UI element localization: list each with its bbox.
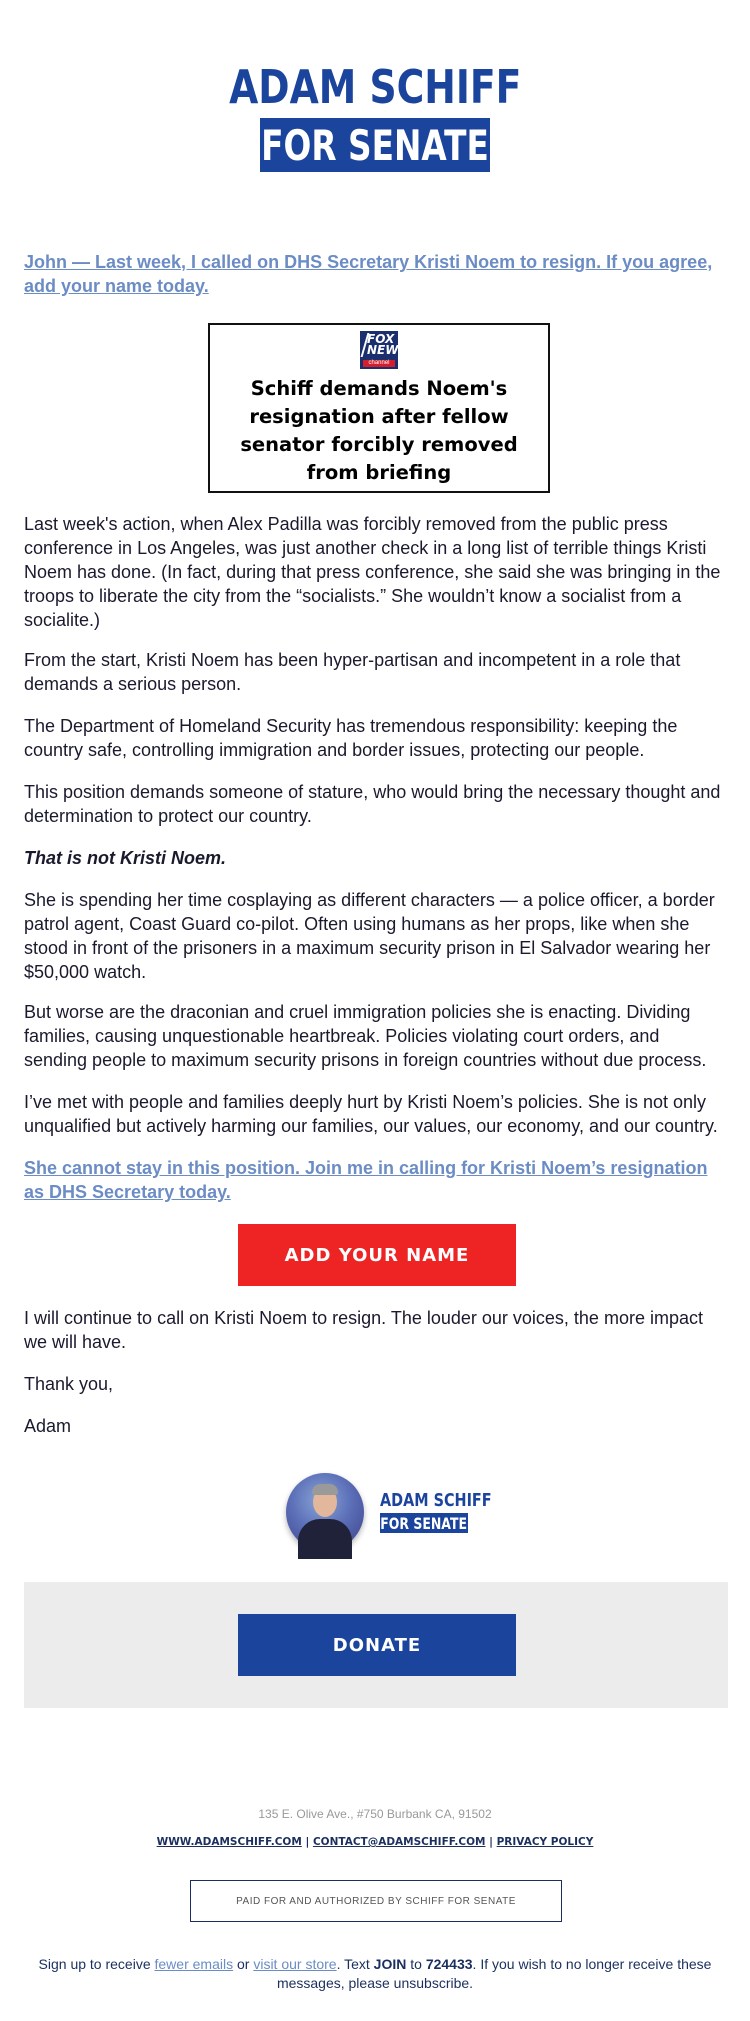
- closing: [24, 1372, 726, 1396]
- link-separator: |: [489, 1836, 493, 1848]
- body-p7: [24, 1000, 726, 1072]
- add-your-name-button[interactable]: ADD YOUR NAME: [238, 1224, 516, 1286]
- footer-address: 135 E. Olive Ave., #750 Burbank CA, 91502: [258, 1807, 492, 1821]
- website-link[interactable]: WWW.ADAMSCHIFF.COM: [156, 1836, 302, 1848]
- text-prefix: . Text: [336, 1956, 374, 1972]
- emphasis-paragraph: That is not Kristi Noem.: [24, 848, 227, 868]
- body-p5: [24, 846, 726, 870]
- logo-banner: [260, 118, 490, 172]
- cta-section: [24, 1156, 726, 1204]
- closing-text: Thank you,: [24, 1374, 114, 1394]
- body-p4: [24, 780, 726, 828]
- visit-store-link[interactable]: visit our store: [253, 1956, 337, 1972]
- lead-link[interactable]: John — Last week, I called on DHS Secretary Kristi Noem to resign. If you agree, add your name today.: [24, 252, 713, 296]
- avatar: [286, 1473, 364, 1551]
- or-text: or: [233, 1956, 254, 1972]
- privacy-policy-link[interactable]: PRIVACY POLICY: [496, 1836, 594, 1848]
- body-p6: [24, 888, 726, 984]
- signature-logo-name: ADAM SCHIFF: [380, 1490, 492, 1511]
- paragraph: Last week's action, when Alex Padilla was forcibly removed from the public press conference in Los Angeles, was just another check in a long list of terrible things Kristi Noem has done. (In fact, during that press conference, she said she was bringing in the troops to liberate the city from the “socialists.” She wouldn’t know a socialist from a socialite.): [24, 514, 721, 630]
- signature-logo-subtitle: FOR SENATE: [380, 1513, 468, 1533]
- paragraph: I will continue to call on Kristi Noem to resign. The louder our voices, the more impact we will have.: [24, 1308, 703, 1352]
- logo-name: ADAM SCHIFF: [228, 60, 522, 114]
- link-separator: |: [305, 1836, 310, 1848]
- logo-subtitle: FOR SENATE: [261, 120, 489, 170]
- paragraph: This position demands someone of stature, who would bring the necessary thought and determination to protect our country.: [24, 782, 721, 826]
- paragraph: From the start, Kristi Noem has been hyper-partisan and incompetent in a role that demands a serious person.: [24, 650, 681, 694]
- signature-block: [286, 1473, 520, 1551]
- signup-prefix: Sign up to receive: [38, 1956, 155, 1972]
- unsubscribe-notice: . If you wish to no longer receive these messages, please unsubscribe.: [276, 1956, 712, 1991]
- paragraph: But worse are the draconian and cruel immigration policies she is enacting. Dividing families, causing unquestionable heartbreak. Policies violating court orders, and sending people to maximum security prisons in foreign countries without due process.: [24, 1002, 707, 1070]
- avatar-body: [298, 1519, 352, 1559]
- news-headline: Schiff demands Noem's resignation after fellow senator forcibly removed from briefing: [240, 377, 518, 484]
- body-p9: [24, 1306, 726, 1354]
- signature-text: Adam: [24, 1416, 72, 1436]
- paragraph: She is spending her time cosplaying as different characters — a police officer, a border patrol agent, Coast Guard co-pilot. Often using humans as her props, like when she stood in front of the prisoners in a maximum security prison in El Salvador wearing her $50,000 watch.: [24, 890, 715, 982]
- donate-button[interactable]: DONATE: [238, 1614, 516, 1676]
- fewer-emails-link[interactable]: fewer emails: [154, 1956, 234, 1972]
- body-p2: [24, 648, 726, 696]
- footer-links: [0, 1836, 750, 1848]
- lead-section: [24, 250, 726, 298]
- shortcode: 724433: [425, 1956, 473, 1972]
- paragraph: I’ve met with people and families deeply hurt by Kristi Noem’s policies. She is not only unqualified but actively harming our families, our values, our economy, and our country.: [24, 1092, 718, 1136]
- paid-for-box: [190, 1880, 562, 1922]
- signature: [24, 1414, 726, 1438]
- fox-logo-sub: channel: [363, 360, 395, 367]
- body-p1: [24, 512, 726, 632]
- body-p8: [24, 1090, 726, 1138]
- signup-notice: [30, 1955, 720, 1993]
- body-p3: [24, 714, 726, 762]
- to-text: to: [406, 1956, 426, 1972]
- signature-logo-banner: [380, 1513, 468, 1533]
- paid-for-text: PAID FOR AND AUTHORIZED BY SCHIFF FOR SENATE: [236, 1895, 516, 1907]
- contact-link[interactable]: CONTACT@ADAMSCHIFF.COM: [312, 1836, 486, 1848]
- fox-logo-text: FOX NEWS: [367, 332, 408, 357]
- campaign-logo[interactable]: [0, 62, 750, 172]
- paragraph: The Department of Homeland Security has tremendous responsibility: keeping the country safe, controlling immigration and border issues, protecting our people.: [24, 716, 678, 760]
- cta-link[interactable]: She cannot stay in this position. Join me in calling for Kristi Noem’s resignation as DHS Secretary today.: [24, 1158, 708, 1202]
- fox-news-logo-icon: [360, 331, 408, 369]
- news-card[interactable]: [208, 323, 550, 493]
- signature-logo: [380, 1491, 520, 1533]
- avatar-hair: [312, 1484, 338, 1495]
- join-keyword: JOIN: [373, 1956, 407, 1972]
